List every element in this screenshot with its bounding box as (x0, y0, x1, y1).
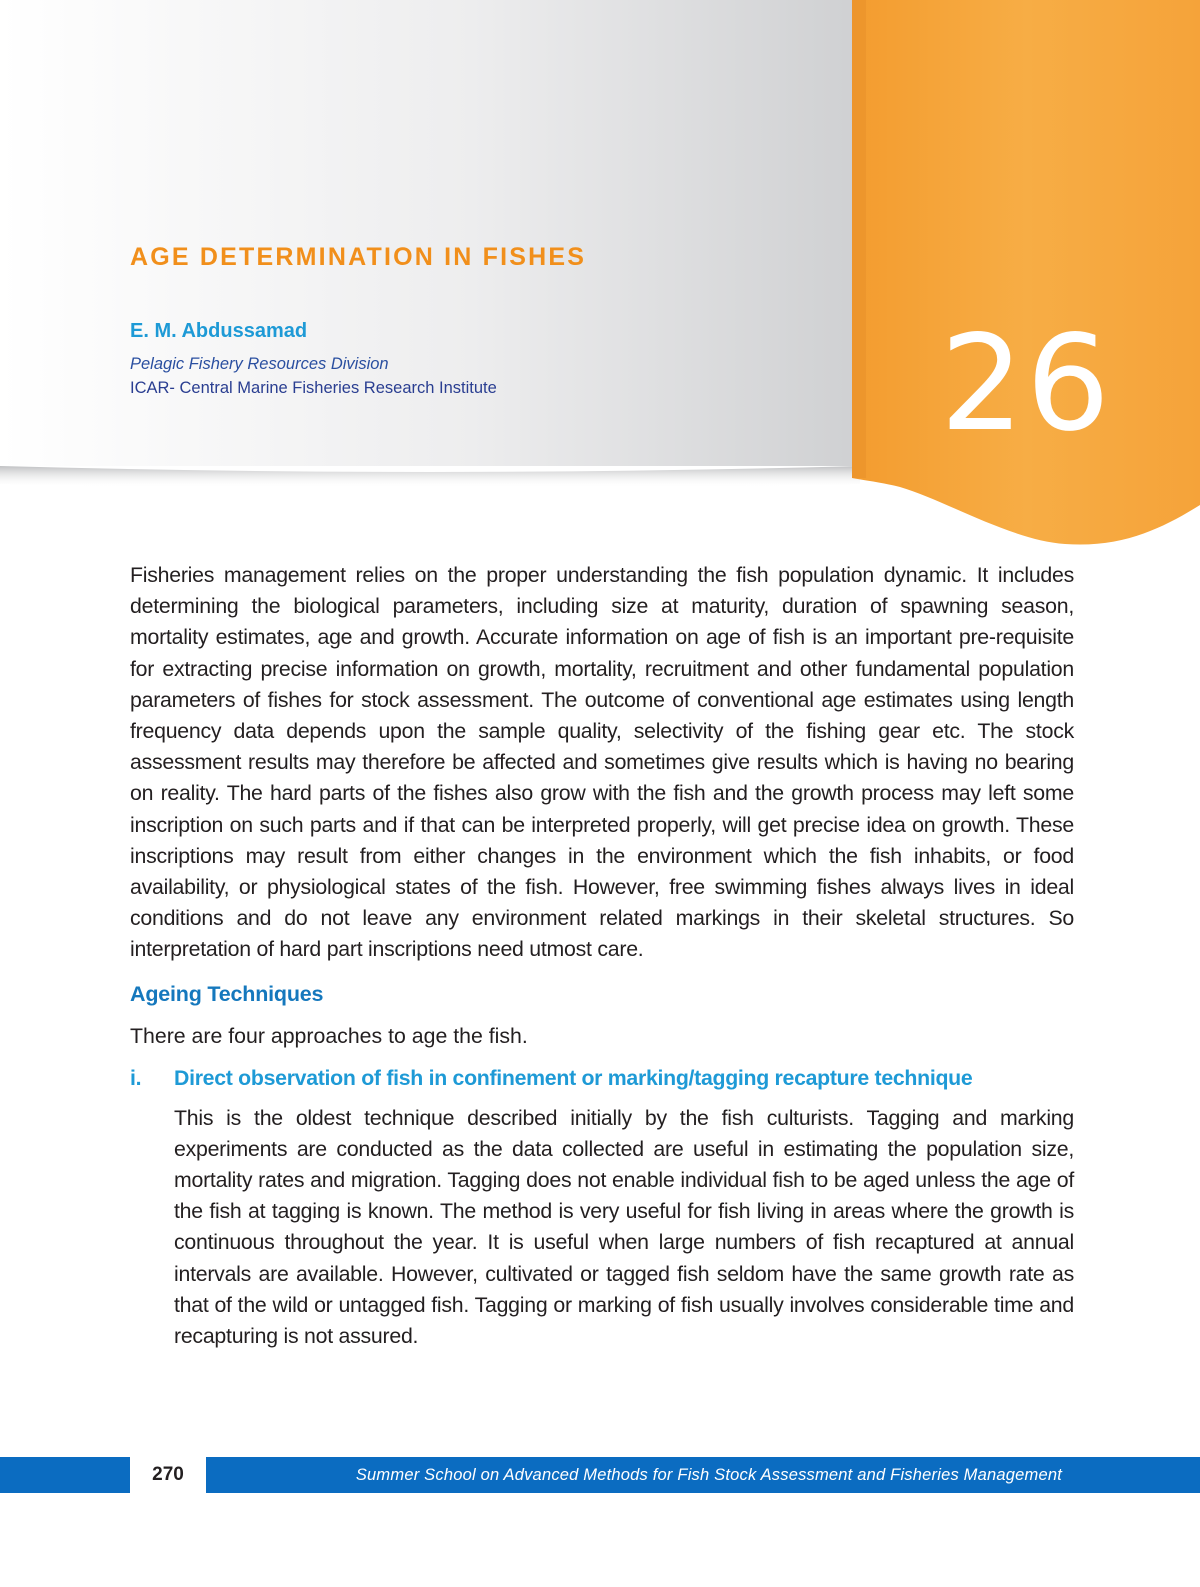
author-name: E. M. Abdussamad (130, 320, 308, 342)
list-item-heading (130, 1063, 1074, 1093)
list-item-title: Direct observation of fish in confinement or marking/tagging recapture technique (174, 1065, 973, 1090)
list-item-number: i. (130, 1065, 142, 1090)
page-number: 270 (130, 1457, 206, 1493)
banner-background (0, 0, 1200, 560)
intro-paragraph: Fisheries management relies on the proper understanding the fish population dynamic. It includes determining the biological parameters, including size at maturity, duration of spawning season, mortality estimates, age and growth. Accurate information on age of fish is an important pre-requisite for extracting precise information on growth, mortality, recruitment and other fundamental population parameters of fishes for stock assessment. The outcome of conventional age estimates using length frequency data depends upon the sample quality, selectivity of the fishing gear etc. The stock assessment results may therefore be affected and sometimes give results which is having no bearing on reality. The hard parts of the fishes also grow with the fish and the growth process may left some inscription on such parts and if that can be interpreted properly, will get precise idea on growth. These inscriptions may result from either changes in the environment which the fish inhabits, or food availability, or physiological states of the fish. However, free swimming fishes always lives in ideal conditions and do not leave any environment related markings in their skeletal structures. So interpretation of hard part inscriptions need utmost care. (130, 563, 1074, 962)
author-institute: ICAR- Central Marine Fisheries Research Institute (130, 379, 497, 397)
page-footer (0, 1457, 1200, 1493)
chapter-header-banner (0, 0, 1200, 560)
chapter-title: AGE DETERMINATION IN FISHES (130, 243, 587, 271)
footer-bar-left (0, 1457, 130, 1493)
author-division: Pelagic Fishery Resources Division (130, 355, 389, 373)
running-title: Summer School on Advanced Methods for Fish Stock Assessment and Fisheries Management (355, 1466, 1062, 1484)
chapter-number: 26 (940, 307, 1112, 461)
section-intro: There are four approaches to age the fish. (130, 1023, 528, 1048)
list-item-paragraph: This is the oldest technique described initially by the fish culturists. Tagging and marking experiments are conducted as the data collected are useful in estimating the population size, mortality rates and migration. Tagging does not enable individual fish to be aged unless the age of the fish at tagging is known. The method is very useful for fish living in areas where the growth is continuous throughout the year. It is useful when large numbers of fish recaptured at annual intervals are available. However, cultivated or tagged fish seldom have the same growth rate as that of the wild or untagged fish. Tagging or marking of fish usually involves considerable time and recapturing is not assured. (174, 1105, 1074, 1349)
section-heading: Ageing Techniques (130, 981, 324, 1006)
chapter-body (130, 560, 1074, 1352)
